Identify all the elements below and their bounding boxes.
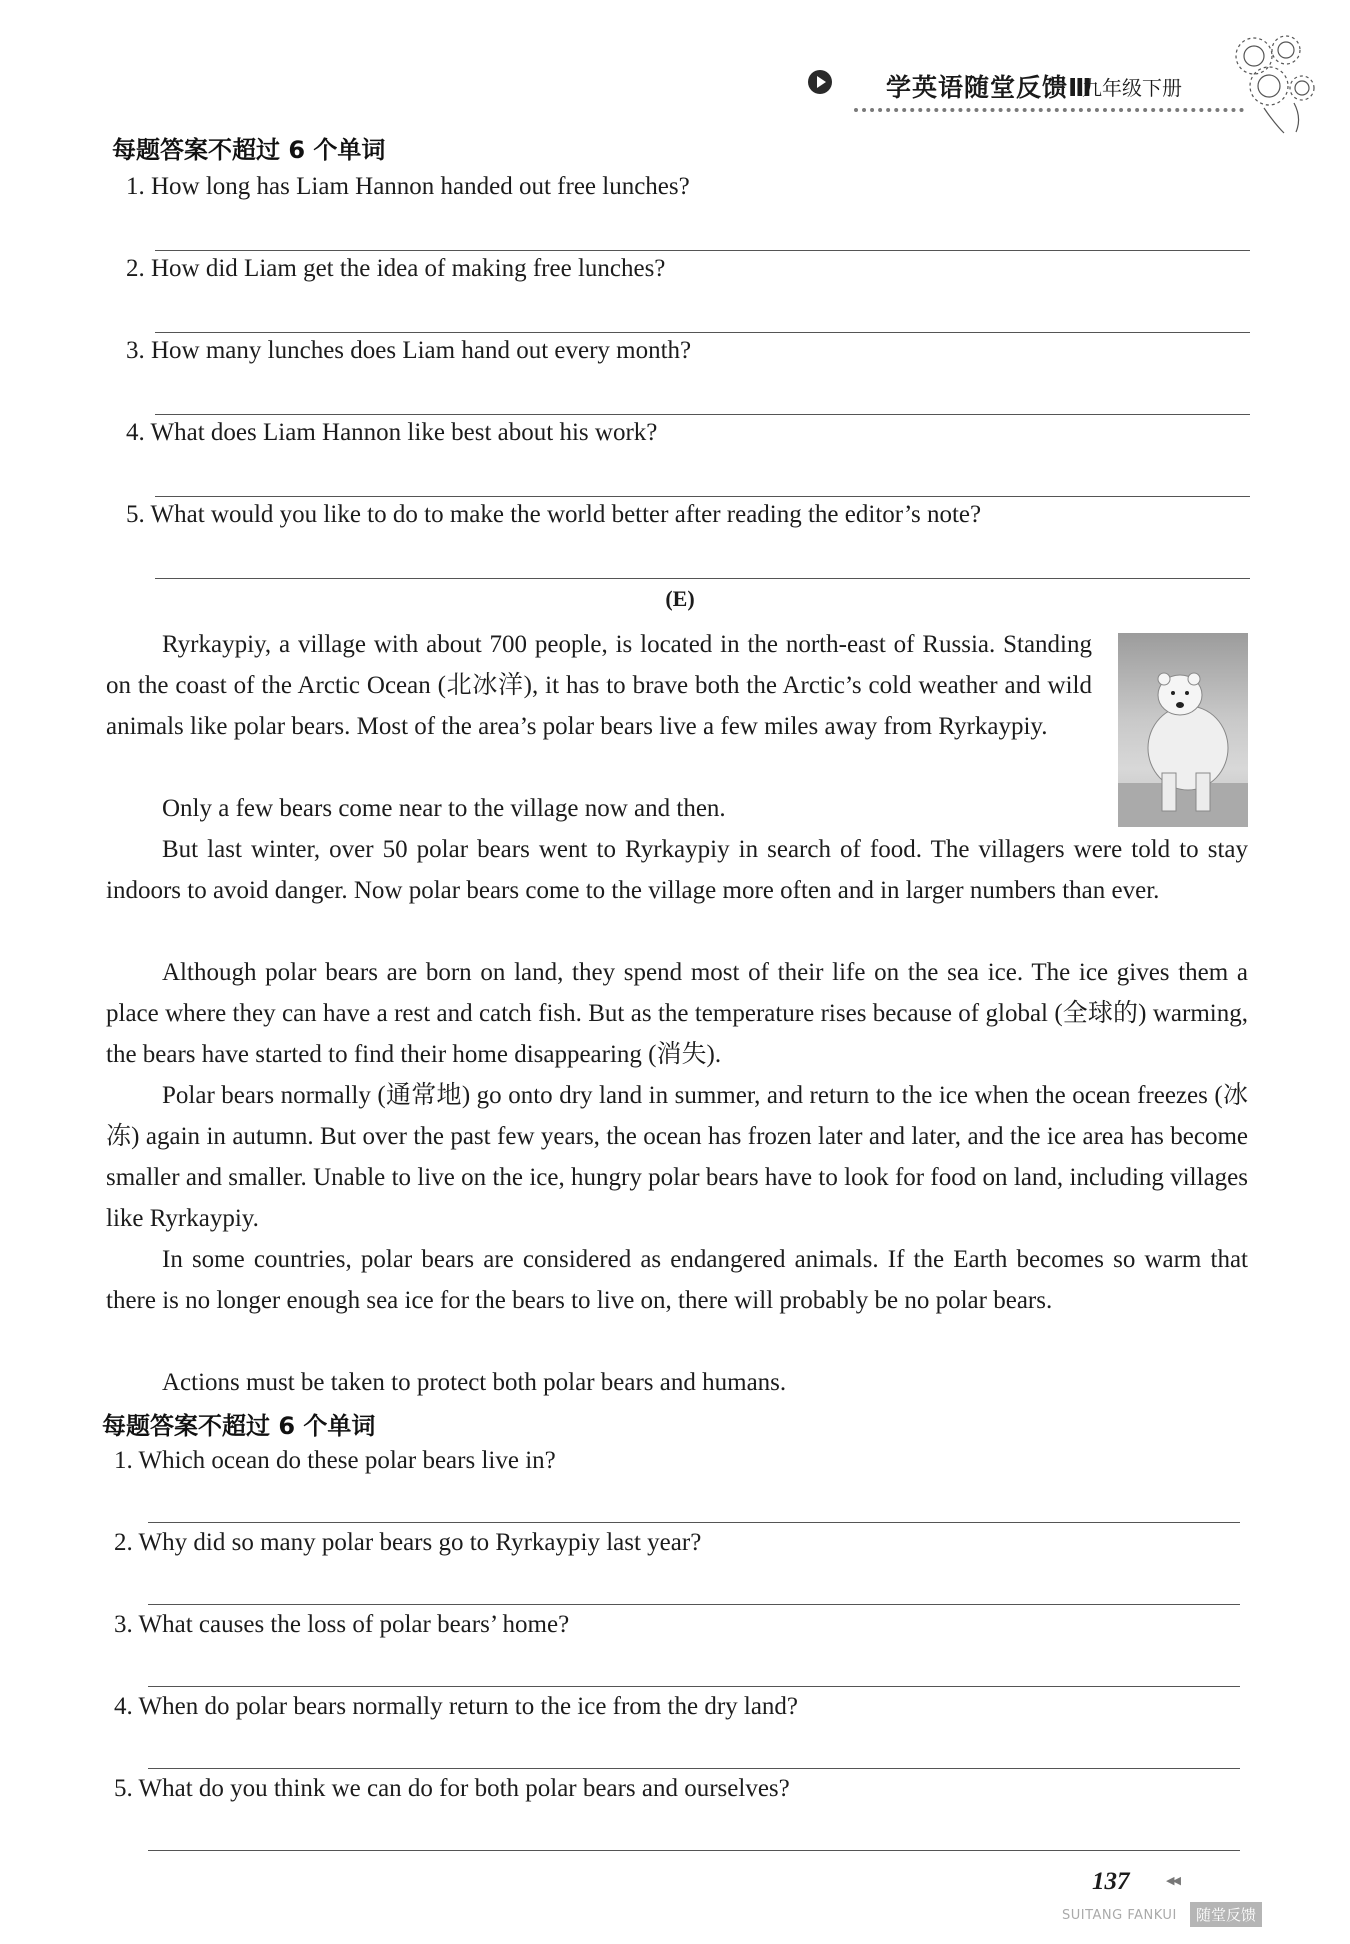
- passage-paragraph-3: But last winter, over 50 polar bears went to Ryrkaypiy in search of food. The villagers were told to stay indoors to avoid danger. Now polar bears come to the village more often and in larger numbers than ever.: [106, 836, 1248, 904]
- passage-paragraph-6: In some countries, polar bears are considered as endangered animals. If the Earth becomes so warm that there is no longer enough sea ice for the bears to live on, there will probably be no polar bears.: [106, 1246, 1248, 1314]
- answer-line[interactable]: [155, 496, 1250, 497]
- passage-paragraph-5: Polar bears normally (通常地) go onto dry land in summer, and return to the ice when the ocean freezes (冰冻) again in autumn. But over the past few years, the ocean has frozen later and later, and the ice area has become smaller and smaller. Unable to live on the ice, hungry polar bears have to look for food on land, including villages like Ryrkaypiy.: [106, 1082, 1248, 1232]
- answer-line[interactable]: [148, 1522, 1240, 1523]
- polar-bear-icon: [1118, 633, 1248, 827]
- series-name-cn: 随堂反馈: [1190, 1902, 1262, 1927]
- passage-paragraph-2: Only a few bears come near to the village now and then.: [162, 795, 726, 822]
- page-header: [800, 58, 1250, 118]
- question-e4: 4. When do polar bears normally return to the ice from the dry land?: [114, 1693, 799, 1720]
- flower-decoration-icon: [1224, 28, 1324, 138]
- answer-line[interactable]: [148, 1850, 1240, 1851]
- passage-paragraph-4: Although polar bears are born on land, they spend most of their life on the sea ice. The ice gives them a place where they can have a rest and catch fish. But as the temperature rises because of global (全球的) warming, the bears have started to find their home disappearing (消失).: [106, 959, 1248, 1068]
- answer-line[interactable]: [155, 414, 1250, 415]
- question-d4: 4. What does Liam Hannon like best about his work?: [126, 419, 658, 446]
- question-e3: 3. What causes the loss of polar bears’ home?: [114, 1611, 570, 1638]
- page-number: 137: [1092, 1868, 1130, 1895]
- question-e2: 2. Why did so many polar bears go to Ryrkaypiy last year?: [114, 1529, 702, 1556]
- series-name-en: SUITANG FANKUI: [1062, 1908, 1177, 1923]
- double-arrow-left-icon: ◀◀: [1166, 1874, 1179, 1887]
- question-e1: 1. Which ocean do these polar bears live in?: [114, 1447, 556, 1474]
- polar-bear-photo: [1118, 633, 1248, 827]
- answer-line[interactable]: [148, 1604, 1240, 1605]
- answer-instruction: 每题答案不超过 6 个单词: [102, 1412, 376, 1440]
- book-title: 学英语随堂反馈Ⅲ: [886, 73, 1093, 102]
- answer-line[interactable]: [155, 250, 1250, 251]
- grade-label: 九年级下册: [1082, 76, 1182, 100]
- answer-line[interactable]: [148, 1768, 1240, 1769]
- passage-label: (E): [665, 586, 695, 611]
- answer-instruction: 每题答案不超过 6 个单词: [112, 136, 386, 164]
- passage-paragraph-1: Ryrkaypiy, a village with about 700 people, is located in the north-east of Russia. Standing on the coast of the Arctic Ocean (北冰洋), it has to brave both the Arctic’s cold weather and wild animals like polar bears. Most of the area’s polar bears live a few miles away from Ryrkaypiy.: [106, 631, 1092, 740]
- answer-line[interactable]: [155, 332, 1250, 333]
- passage-paragraph-7: Actions must be taken to protect both polar bears and humans.: [162, 1369, 787, 1396]
- question-d3: 3. How many lunches does Liam hand out every month?: [126, 337, 692, 364]
- answer-line[interactable]: [155, 578, 1250, 579]
- question-d1: 1. How long has Liam Hannon handed out free lunches?: [126, 173, 690, 200]
- play-icon: [808, 70, 832, 94]
- question-d5: 5. What would you like to do to make the world better after reading the editor’s note?: [126, 501, 982, 528]
- answer-line[interactable]: [148, 1686, 1240, 1687]
- header-dotted-divider: [854, 108, 1244, 112]
- question-e5: 5. What do you think we can do for both polar bears and ourselves?: [114, 1775, 790, 1802]
- question-d2: 2. How did Liam get the idea of making free lunches?: [126, 255, 666, 282]
